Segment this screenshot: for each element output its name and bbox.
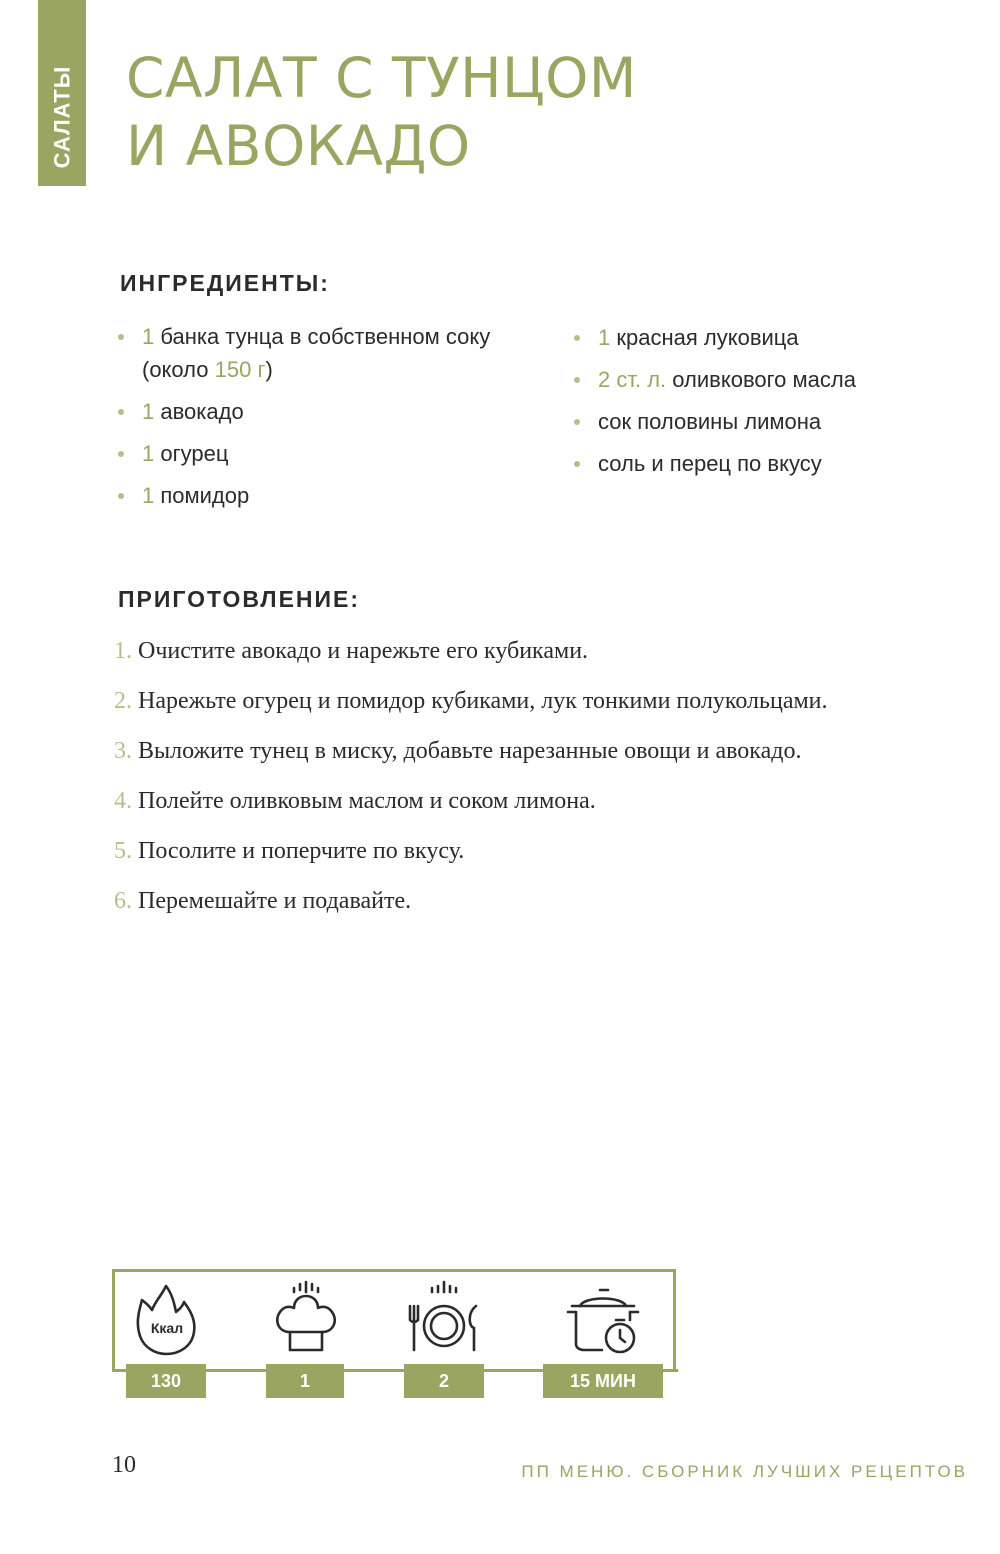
pot-timer-icon bbox=[564, 1280, 644, 1360]
step-item: 5. Посолите и поперчите по вкусу. bbox=[114, 838, 465, 864]
calories-icon bbox=[126, 1280, 206, 1360]
recipe-title-line1: САЛАТ С ТУНЦОМ bbox=[126, 46, 637, 110]
ingredient-item: 1 банка тунца в собственном соку (около 150 г) bbox=[118, 320, 538, 386]
time-value: 15 МИН bbox=[543, 1364, 663, 1398]
ingredients-list-left bbox=[118, 320, 538, 521]
step-item: 6. Перемешайте и подавайте. bbox=[114, 888, 412, 914]
book-title: ПП МЕНЮ. СБОРНИК ЛУЧШИХ РЕЦЕПТОВ bbox=[521, 1462, 968, 1481]
step-item: 2. Нарежьте огурец и помидор кубиками, лук тонкими полукольцами. bbox=[114, 688, 828, 714]
calories-value: 130 bbox=[126, 1364, 206, 1398]
difficulty-value: 1 bbox=[266, 1364, 344, 1398]
preparation-heading: ПРИГОТОВЛЕНИЕ: bbox=[118, 586, 361, 612]
servings-value: 2 bbox=[404, 1364, 484, 1398]
ingredient-item: 1 авокадо bbox=[118, 395, 538, 428]
preparation-steps bbox=[114, 634, 828, 934]
step-item: 3. Выложите тунец в миску, добавьте нарезанные овощи и авокадо. bbox=[114, 738, 802, 764]
ingredients-list-right bbox=[574, 321, 974, 489]
ingredient-item: 2 ст. л. оливкового масла bbox=[574, 363, 974, 396]
ingredient-item: соль и перец по вкусу bbox=[574, 447, 974, 480]
plate-cutlery-icon bbox=[404, 1280, 484, 1360]
chef-hat-icon bbox=[266, 1280, 346, 1360]
ingredients-heading: ИНГРЕДИЕНТЫ: bbox=[120, 270, 330, 296]
svg-text:Ккал: Ккал bbox=[150, 1320, 184, 1336]
ingredient-item: 1 красная луковица bbox=[574, 321, 974, 354]
recipe-title-line2: И АВОКАДО bbox=[126, 114, 471, 178]
ingredient-item: 1 огурец bbox=[118, 437, 538, 470]
page-number: 10 bbox=[112, 1452, 136, 1478]
ingredient-item: 1 помидор bbox=[118, 479, 538, 512]
section-tab bbox=[38, 0, 86, 186]
step-item: 1. Очистите авокадо и нарежьте его кубиками. bbox=[114, 638, 589, 664]
ingredient-item: сок половины лимона bbox=[574, 405, 974, 438]
step-item: 4. Полейте оливковым маслом и соком лимона. bbox=[114, 788, 596, 814]
recipe-title bbox=[126, 44, 637, 180]
section-label: САЛАТЫ bbox=[49, 65, 75, 169]
